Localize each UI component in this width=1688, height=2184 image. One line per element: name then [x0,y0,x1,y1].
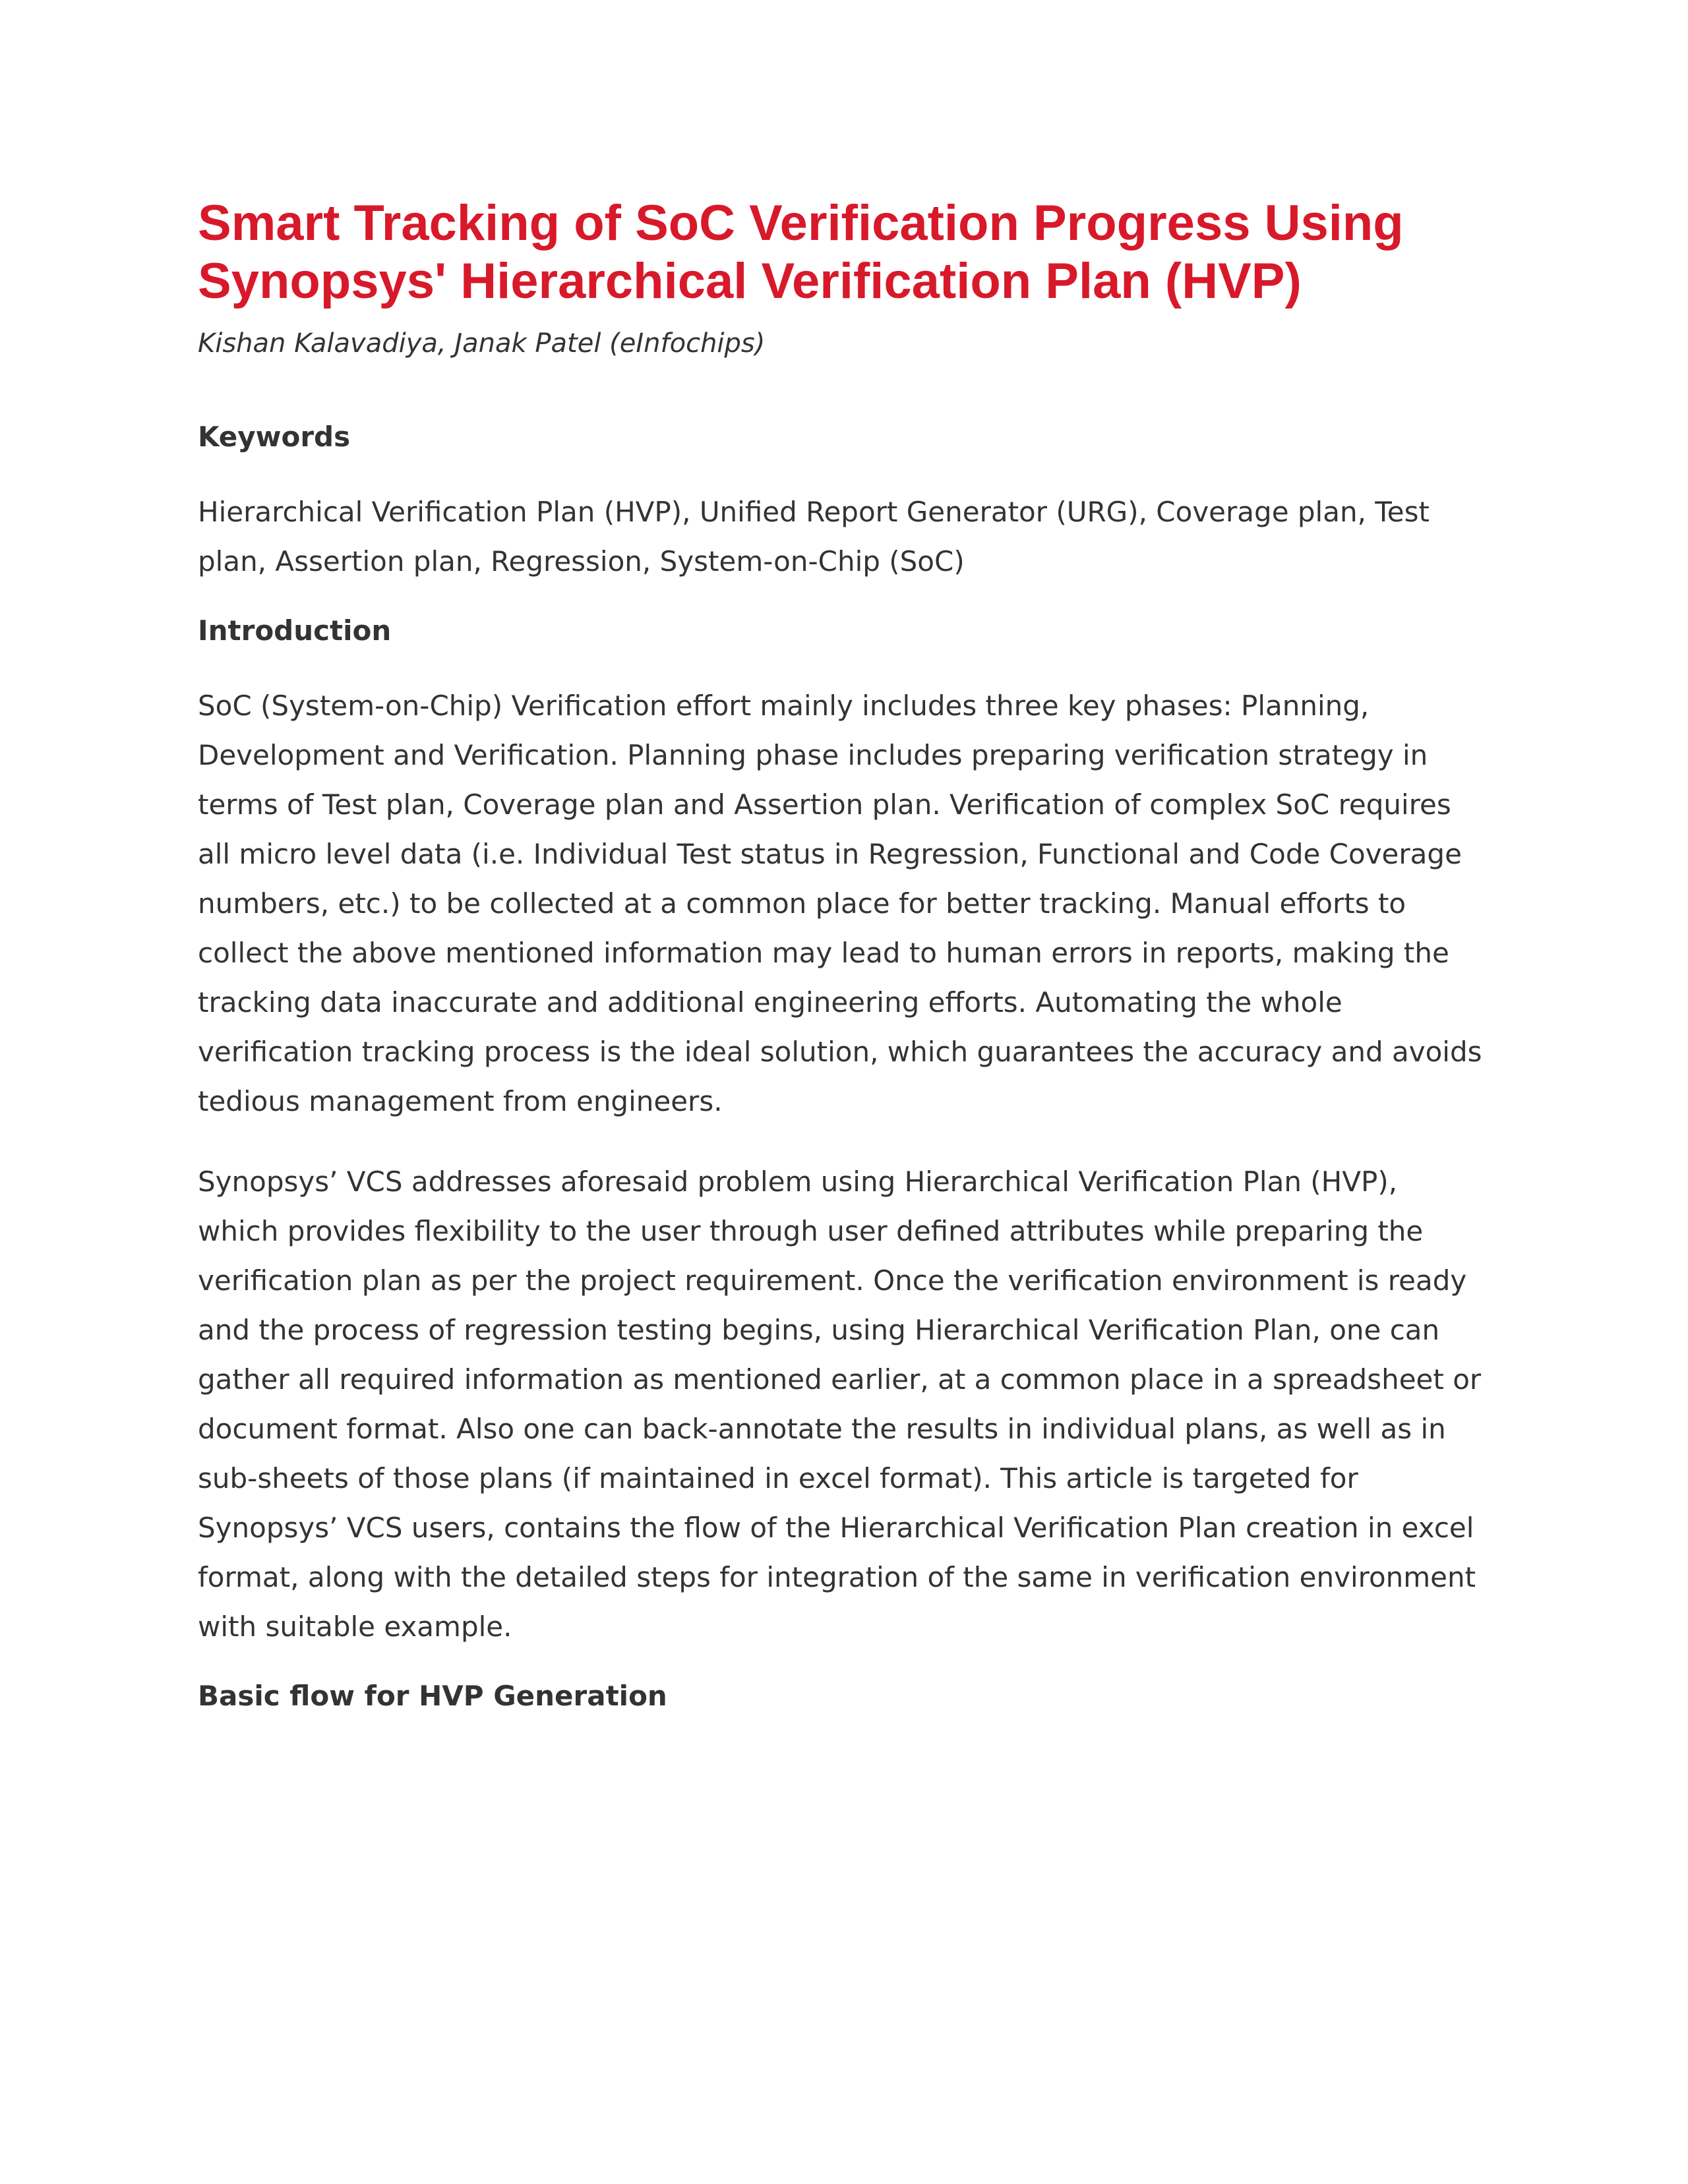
title-line: Synopsys' Hierarchical Verification Plan (HVP) [198,253,1302,309]
text-line: document format. Also one can back-annotate the results in individual plans, as well as in [198,1413,1446,1445]
text-line: Development and Verification. Planning phase includes preparing verification strategy in [198,739,1428,771]
text-line: Synopsys’ VCS users, contains the flow of the Hierarchical Verification Plan creation in excel [198,1512,1474,1544]
text-line: with suitable example. [198,1610,512,1643]
text-line: collect the above mentioned information may lead to human errors in reports, making the [198,937,1449,969]
text-line: sub-sheets of those plans (if maintained in excel format). This article is targeted for [198,1462,1358,1494]
text-line: Synopsys’ VCS addresses aforesaid problem using Hierarchical Verification Plan (HVP), [198,1166,1398,1198]
text-line: format, along with the detailed steps for integration of the same in verification environment [198,1561,1476,1593]
text-line: tracking data inaccurate and additional engineering efforts. Automating the whole [198,986,1342,1018]
text-line: tedious management from engineers. [198,1085,723,1117]
introduction-paragraph-1 [198,681,1490,1126]
text-line: verification tracking process is the ideal solution, which guarantees the accuracy and avoids [198,1036,1482,1068]
text-line: which provides flexibility to the user through user defined attributes while preparing the [198,1215,1424,1247]
basic-flow-heading: Basic flow for HVP Generation [198,1680,667,1712]
text-line: terms of Test plan, Coverage plan and Assertion plan. Verification of complex SoC requires [198,788,1451,821]
text-line: and the process of regression testing begins, using Hierarchical Verification Plan, one can [198,1314,1440,1346]
article-title [198,194,1490,310]
text-line: SoC (System-on-Chip) Verification effort mainly includes three key phases: Planning, [198,690,1370,722]
text-line: all micro level data (i.e. Individual Test status in Regression, Functional and Code Coverage [198,838,1462,870]
introduction-paragraph-2 [198,1157,1490,1651]
keywords-text [198,487,1490,586]
text-line: verification plan as per the project requirement. Once the verification environment is ready [198,1264,1467,1297]
text-line: gather all required information as mentioned earlier, at a common place in a spreadsheet or [198,1363,1482,1396]
introduction-heading: Introduction [198,614,392,647]
title-line: Smart Tracking of SoC Verification Progress Using [198,195,1404,251]
article-authors: Kishan Kalavadiya, Janak Patel (eInfochips) [198,328,766,359]
text-line: Hierarchical Verification Plan (HVP), Unified Report Generator (URG), Coverage plan, Test [198,496,1430,528]
text-line: numbers, etc.) to be collected at a common place for better tracking. Manual efforts to [198,887,1406,920]
document-page [198,194,1490,1715]
keywords-heading: Keywords [198,421,351,453]
text-line: plan, Assertion plan, Regression, System-on-Chip (SoC) [198,545,965,577]
